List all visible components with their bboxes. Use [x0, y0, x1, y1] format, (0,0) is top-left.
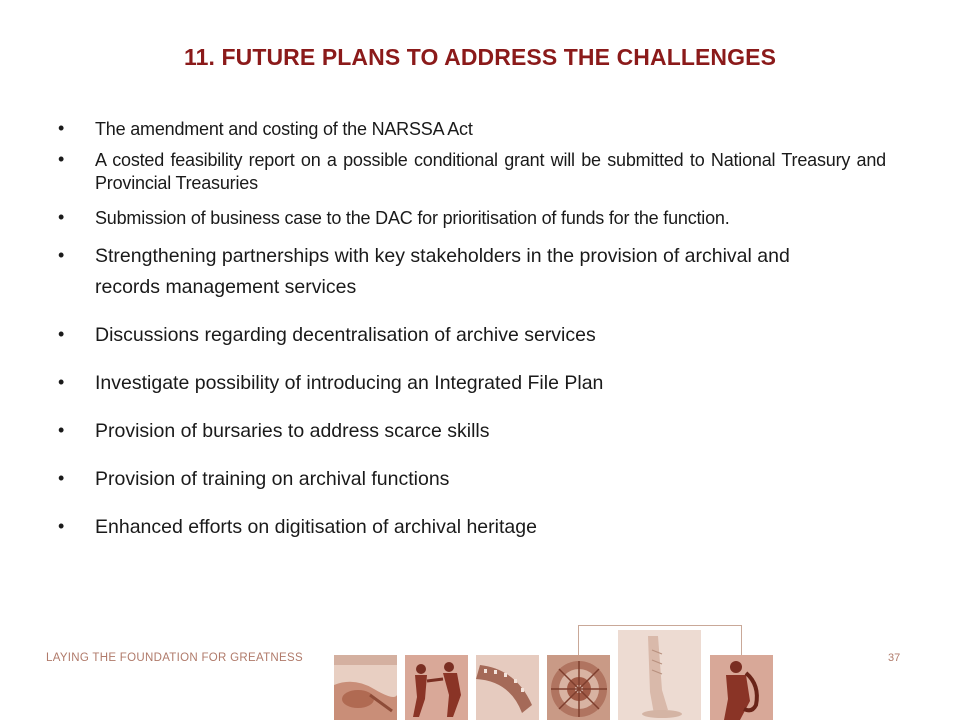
footer-frame-line — [578, 625, 742, 626]
bullet-item — [58, 464, 886, 495]
bullet-item — [58, 368, 886, 399]
film-reel-photo-icon — [476, 655, 539, 720]
page-number: 37 — [888, 652, 901, 664]
bullet-item — [58, 416, 886, 447]
bullet-dot: • — [58, 324, 65, 344]
footer-frame-line — [741, 625, 742, 655]
bullet-dot: • — [58, 372, 65, 392]
basket-weave-photo-icon — [547, 655, 610, 720]
bullet-dot: • — [58, 245, 65, 265]
bullet-item — [58, 149, 886, 195]
slide-title: 11. FUTURE PLANS TO ADDRESS THE CHALLENGES — [183, 44, 777, 70]
bullet-text: Enhanced efforts on digitisation of archival heritage — [95, 516, 537, 538]
bullet-text: The amendment and costing of the NARSSA Act — [95, 119, 473, 139]
bullet-dot: • — [58, 207, 65, 227]
hands-writing-photo-icon — [334, 655, 397, 720]
bullet-dot: • — [58, 118, 65, 138]
bullet-item — [58, 320, 886, 351]
bullet-text: Strengthening partnerships with key stakeholders in the provision of archival and records management services — [95, 245, 790, 298]
bullet-dot: • — [58, 149, 65, 169]
bullet-text: Submission of business case to the DAC for prioritisation of funds for the function. — [95, 208, 730, 228]
bullet-item — [58, 207, 886, 230]
bullet-text: Investigate possibility of introducing an Integrated File Plan — [95, 372, 604, 394]
dancers-photo-icon — [405, 655, 468, 720]
bullet-item — [58, 241, 886, 303]
bullet-dot: • — [58, 468, 65, 488]
saxophone-player-photo-icon — [710, 655, 773, 720]
bullet-list — [58, 118, 886, 543]
footer-frame-line — [578, 625, 579, 655]
bullet-text: Provision of training on archival functions — [95, 468, 450, 490]
bullet-text: A costed feasibility report on a possible conditional grant will be submitted to National Treasury and Provincial Treasuries — [95, 150, 886, 193]
bullet-item — [58, 512, 886, 543]
bullet-dot: • — [58, 516, 65, 536]
bullet-dot: • — [58, 420, 65, 440]
bullet-item — [58, 118, 886, 141]
bullet-text: Discussions regarding decentralisation of archive services — [95, 324, 596, 346]
bullet-text: Provision of bursaries to address scarce skills — [95, 420, 490, 442]
footer-tagline: LAYING THE FOUNDATION FOR GREATNESS — [46, 652, 303, 664]
ballet-shoe-photo-icon — [618, 630, 701, 720]
